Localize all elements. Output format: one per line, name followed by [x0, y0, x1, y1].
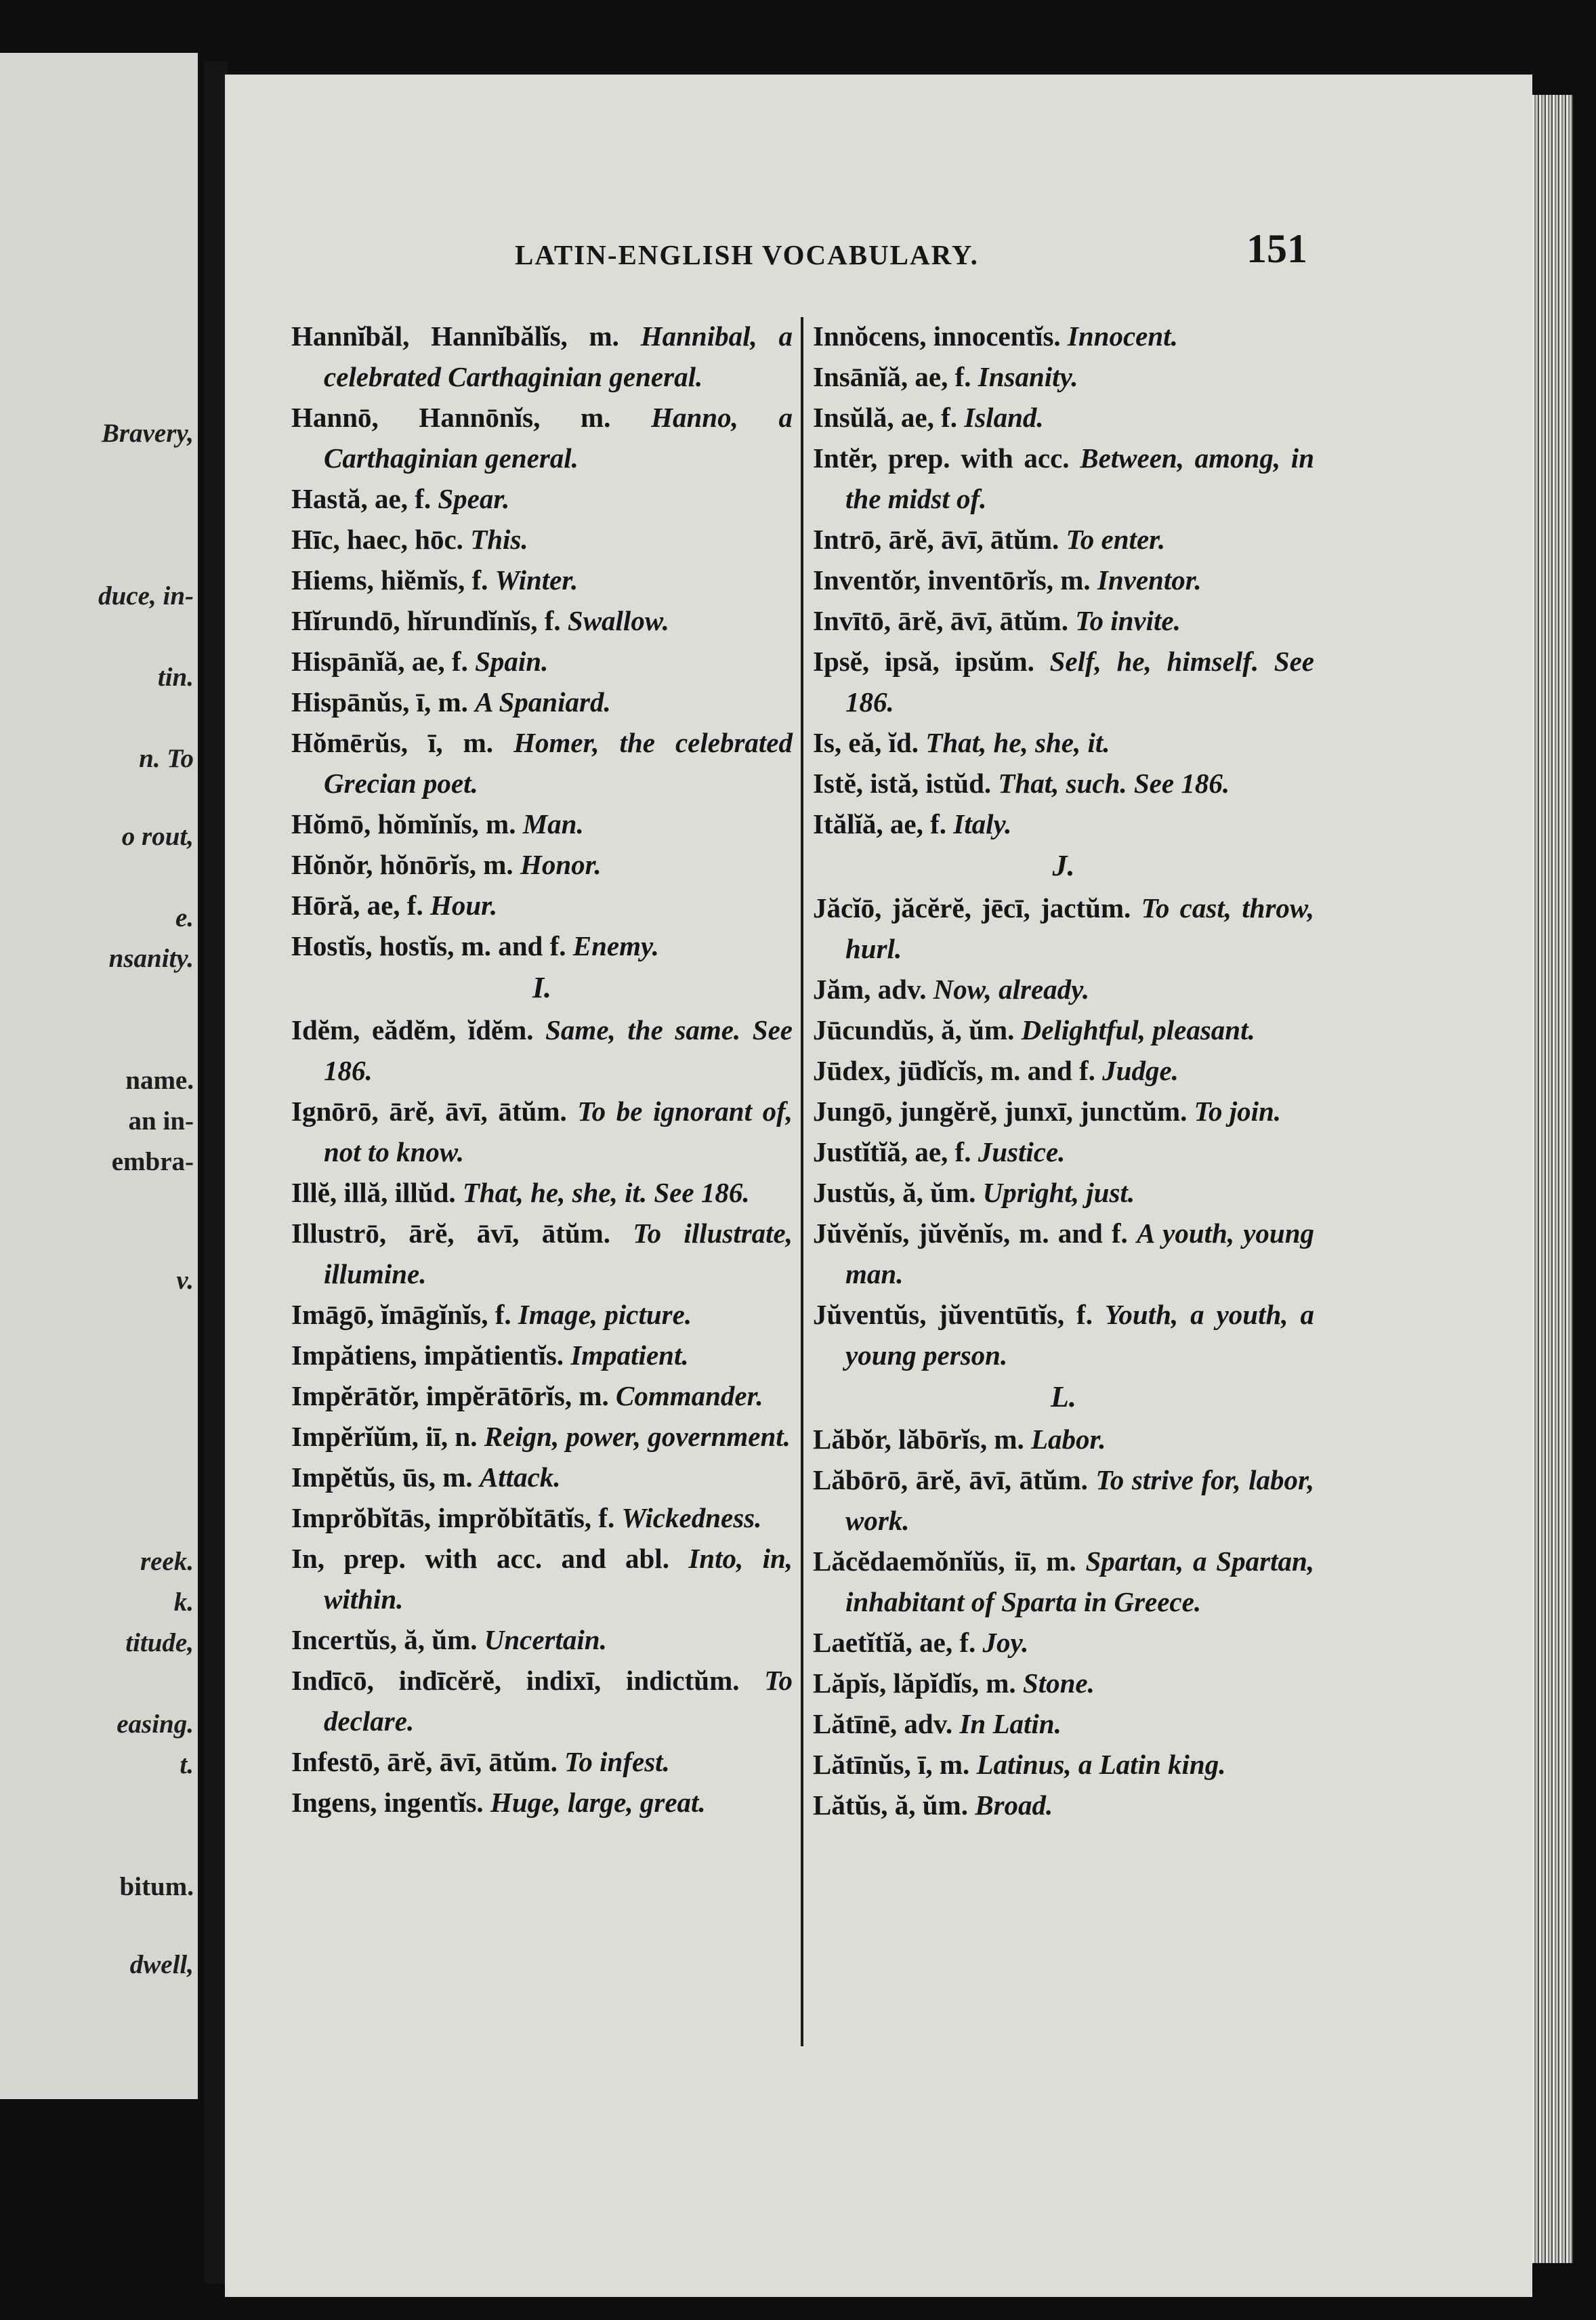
vocabulary-entry	[813, 763, 1314, 804]
left-page-fragment: n. To	[139, 744, 194, 773]
vocabulary-entry	[813, 641, 1314, 722]
entry-definition: To strive for, labor, work.	[845, 1464, 1314, 1536]
vocabulary-entry	[291, 1172, 793, 1213]
entry-definition: That, he, she, it. See 186.	[462, 1177, 750, 1208]
entry-definition: Homer, the celebrated Grecian poet.	[324, 727, 793, 799]
entry-definition: Between, among, in the midst of.	[845, 442, 1314, 514]
vocabulary-entry	[291, 885, 793, 926]
vocabulary-entry	[813, 519, 1314, 560]
running-header: LATIN-ENGLISH VOCABULARY.	[515, 239, 979, 270]
entry-headword: Innŏcens, innocentĭs.	[813, 320, 1061, 352]
entry-definition: Latinus, a Latin king.	[976, 1749, 1226, 1780]
entry-headword: Incertŭs, ă, ŭm.	[291, 1624, 478, 1655]
vocabulary-entry	[813, 1419, 1314, 1459]
entry-headword: Jăm, adv.	[813, 974, 927, 1005]
entry-definition: Justice.	[978, 1136, 1066, 1167]
left-page-fragment: dwell,	[129, 1950, 194, 1979]
entry-headword: Hastă, ae, f.	[291, 483, 432, 514]
vocabulary-entry	[813, 1459, 1314, 1541]
entry-definition: Attack.	[479, 1462, 561, 1493]
vocabulary-entry	[291, 804, 793, 844]
entry-definition: Spear.	[438, 483, 510, 514]
entry-headword: Hannō, Hannōnĭs, m.	[291, 402, 611, 433]
section-letter: L.	[1051, 1380, 1076, 1413]
vocabulary-entry	[813, 1622, 1314, 1663]
vocabulary-entry	[813, 438, 1314, 519]
entry-headword: Ipsĕ, ipsă, ipsŭm.	[813, 646, 1034, 677]
entry-definition: Now, already.	[933, 974, 1090, 1005]
left-page-fragment: v.	[176, 1266, 194, 1295]
entry-headword: Lăbōrō, ārĕ, āvī, ātŭm.	[813, 1464, 1088, 1495]
entry-headword: Insānĭă, ae, f.	[813, 361, 971, 392]
entry-headword: Hiems, hiĕmĭs, f.	[291, 564, 488, 596]
entry-definition: Innocent.	[1067, 320, 1178, 352]
entry-headword: Hŏnŏr, hŏnōrĭs, m.	[291, 849, 513, 880]
vocabulary-entry	[813, 1010, 1314, 1050]
entry-headword: Jăcĭō, jăcĕrĕ, jēcī, jactŭm.	[813, 892, 1131, 924]
vocabulary-entry	[813, 804, 1314, 844]
vocabulary-entry	[291, 1416, 793, 1457]
entry-definition: Huge, large, great.	[490, 1787, 706, 1818]
entry-headword: Hispānĭă, ae, f.	[291, 646, 468, 677]
entry-definition: To join.	[1194, 1096, 1282, 1127]
entry-headword: Impĕtŭs, ūs, m.	[291, 1462, 473, 1493]
entry-definition: Hour.	[429, 890, 498, 921]
vocabulary-entry	[813, 888, 1314, 969]
vocabulary-entry	[813, 1744, 1314, 1785]
entry-definition: To cast, throw, hurl.	[845, 892, 1314, 964]
entry-definition: Island.	[964, 402, 1044, 433]
entry-definition: To enter.	[1066, 524, 1166, 555]
entry-definition: Commander.	[616, 1380, 763, 1411]
entry-definition: A Spaniard.	[475, 686, 611, 718]
vocabulary-entry	[291, 926, 793, 966]
vocabulary-entry	[291, 1457, 793, 1497]
vocabulary-entry	[291, 1091, 793, 1172]
entry-definition: Image, picture.	[518, 1299, 692, 1330]
entry-definition: Wickedness.	[621, 1502, 762, 1533]
vocabulary-entry	[291, 560, 793, 600]
entry-headword: Hĭrundō, hĭrundĭnĭs, f.	[291, 605, 561, 636]
entry-definition: To infest.	[564, 1746, 670, 1777]
left-page-fragment: name.	[125, 1066, 194, 1095]
entry-definition: Uncertain.	[484, 1624, 607, 1655]
vocabulary-entry	[291, 316, 793, 397]
entry-headword: Impătiens, impătientĭs.	[291, 1340, 564, 1371]
vocabulary-column-right	[813, 316, 1314, 1825]
entry-definition: Self, he, himself. See 186.	[845, 646, 1315, 718]
entry-headword: Lătīnē, adv.	[813, 1708, 953, 1739]
entry-headword: Invītō, ārĕ, āvī, ātŭm.	[813, 605, 1068, 636]
entry-headword: Justĭtĭă, ae, f.	[813, 1136, 971, 1167]
entry-definition: Upright, just.	[982, 1177, 1135, 1208]
entry-definition: That, such. See 186.	[998, 768, 1230, 799]
vocabulary-entry	[813, 1703, 1314, 1744]
vocabulary-entry	[291, 1335, 793, 1375]
entry-headword: Lătīnŭs, ī, m.	[813, 1749, 970, 1780]
vocabulary-entry	[291, 1660, 793, 1741]
left-page-fragment: an in-	[128, 1106, 194, 1136]
left-page-fragment: reek.	[140, 1547, 194, 1576]
vocabulary-entry	[291, 682, 793, 722]
vocabulary-entry	[813, 356, 1314, 397]
entry-definition: Stone.	[1022, 1668, 1095, 1699]
left-page-fragment: k.	[173, 1588, 194, 1617]
book-gutter	[205, 61, 228, 2283]
entry-headword: Hostĭs, hostĭs, m. and f.	[291, 930, 566, 961]
column-divider	[801, 317, 803, 2046]
vocabulary-entry	[813, 1213, 1314, 1294]
entry-definition: Youth, a youth, a young person.	[845, 1299, 1314, 1371]
section-letter: J.	[1052, 849, 1075, 882]
vocabulary-entry	[813, 1785, 1314, 1825]
entry-definition: Spain.	[475, 646, 549, 677]
vocabulary-entry	[291, 1294, 793, 1335]
page-number: 151	[1246, 226, 1307, 271]
vocabulary-entry	[813, 397, 1314, 438]
entry-definition: Delightful, pleasant.	[1021, 1014, 1255, 1045]
entry-headword: Intrō, ārĕ, āvī, ātŭm.	[813, 524, 1059, 555]
entry-headword: Impĕrātŏr, impĕrātōrĭs, m.	[291, 1380, 609, 1411]
entry-headword: Ingens, ingentĭs.	[291, 1787, 484, 1818]
entry-headword: Jŭvĕnĭs, jŭvĕnĭs, m. and f.	[813, 1218, 1128, 1249]
entry-headword: Illĕ, illă, illŭd.	[291, 1177, 456, 1208]
entry-definition: To declare.	[324, 1665, 793, 1737]
entry-headword: Jūdex, jūdĭcĭs, m. and f.	[813, 1055, 1095, 1086]
entry-headword: Jūcundŭs, ă, ŭm.	[813, 1014, 1015, 1045]
entry-definition: Italy.	[953, 808, 1012, 840]
entry-definition: Man.	[522, 808, 584, 840]
vocabulary-entry	[813, 316, 1314, 356]
entry-definition: Into, in, within.	[324, 1543, 793, 1615]
entry-definition: To invite.	[1075, 605, 1181, 636]
entry-headword: In, prep. with acc. and abl.	[291, 1543, 669, 1574]
entry-definition: Insanity.	[978, 361, 1078, 392]
vocabulary-entry	[813, 722, 1314, 763]
entry-headword: Istĕ, istă, istŭd.	[813, 768, 992, 799]
vocabulary-entry	[813, 1091, 1314, 1132]
entry-definition: To illustrate, illumine.	[324, 1218, 793, 1289]
entry-definition: Swallow.	[567, 605, 669, 636]
entry-definition: Reign, power, government.	[484, 1421, 791, 1452]
vocabulary-entry	[291, 641, 793, 682]
vocabulary-entry	[291, 519, 793, 560]
entry-headword: Hŏmō, hŏmĭnĭs, m.	[291, 808, 516, 840]
vocabulary-entry	[291, 1538, 793, 1619]
left-page-fragment: nsanity.	[108, 944, 194, 973]
vocabulary-entry	[813, 1050, 1314, 1091]
entry-headword: Insŭlă, ae, f.	[813, 402, 958, 433]
vocabulary-entry	[813, 1294, 1314, 1375]
vocabulary-entry	[291, 1010, 793, 1091]
entry-definition: This.	[470, 524, 528, 555]
entry-definition: Joy.	[982, 1627, 1029, 1658]
entry-definition: Hannibal, a celebrated Carthaginian general.	[324, 320, 793, 392]
vocabulary-entry	[291, 1619, 793, 1660]
entry-definition: Judge.	[1102, 1055, 1179, 1086]
entry-headword: Hŏmērŭs, ī, m.	[291, 727, 494, 758]
entry-headword: Lăcĕdaemŏnĭŭs, iī, m.	[813, 1546, 1076, 1577]
entry-definition: Spartan, a Spartan, inhabitant of Sparta in Greece.	[845, 1546, 1314, 1617]
vocabulary-entry	[291, 478, 793, 519]
entry-headword: Indīcō, indīcĕrĕ, indixī, indictŭm.	[291, 1665, 740, 1696]
vocabulary-entry	[813, 1172, 1314, 1213]
entry-definition: Hanno, a Carthaginian general.	[324, 402, 793, 474]
entry-headword: Is, eă, ĭd.	[813, 727, 919, 758]
entry-headword: Intĕr, prep. with acc.	[813, 442, 1070, 474]
vocabulary-entry	[813, 1132, 1314, 1172]
entry-headword: Jŭventŭs, jŭventūtĭs, f.	[813, 1299, 1093, 1330]
entry-headword: Hannĭbăl, Hannĭbălĭs, m.	[291, 320, 619, 352]
entry-headword: Hīc, haec, hōc.	[291, 524, 463, 555]
entry-headword: Illustrō, ārĕ, āvī, ātŭm.	[291, 1218, 611, 1249]
section-letter: I.	[532, 971, 552, 1004]
left-page-fragment: o rout,	[121, 822, 194, 851]
entry-headword: Justŭs, ă, ŭm.	[813, 1177, 976, 1208]
vocabulary-entry	[291, 1741, 793, 1782]
vocabulary-entry	[291, 1497, 793, 1538]
entry-headword: Jungō, jungĕrĕ, junxī, junctŭm.	[813, 1096, 1188, 1127]
entry-headword: Lăpĭs, lăpĭdĭs, m.	[813, 1668, 1016, 1699]
entry-headword: Inventŏr, inventōrĭs, m.	[813, 564, 1091, 596]
entry-definition: Impatient.	[570, 1340, 689, 1371]
vocabulary-entry	[813, 969, 1314, 1010]
vocabulary-entry	[291, 844, 793, 885]
left-page-fragment: e.	[175, 903, 194, 932]
page-edge-stack	[1532, 95, 1573, 2263]
entry-definition: Broad.	[975, 1789, 1053, 1821]
vocabulary-entry	[291, 1375, 793, 1416]
entry-definition: Inventor.	[1097, 564, 1202, 596]
entry-headword: Itălĭă, ae, f.	[813, 808, 946, 840]
vocabulary-entry	[291, 397, 793, 478]
entry-headword: Lăbŏr, lăbōrĭs, m.	[813, 1424, 1024, 1455]
entry-definition: To be ignorant of, not to know.	[324, 1096, 793, 1167]
vocabulary-column-left	[291, 316, 793, 1823]
entry-definition: Honor.	[520, 849, 602, 880]
left-page-fragment: embra-	[111, 1147, 194, 1176]
left-page-fragment: bitum.	[119, 1872, 194, 1901]
entry-headword: Hispānŭs, ī, m.	[291, 686, 468, 718]
vocabulary-entry	[291, 1782, 793, 1823]
left-page-fragment: easing.	[117, 1710, 194, 1739]
entry-headword: Ignōrō, ārĕ, āvī, ātŭm.	[291, 1096, 567, 1127]
entry-definition: In Latin.	[959, 1708, 1062, 1739]
left-page-fragment: Bravery,	[101, 419, 194, 448]
entry-definition: That, he, she, it.	[925, 727, 1110, 758]
entry-definition: Winter.	[495, 564, 579, 596]
vocabulary-entry	[291, 600, 793, 641]
entry-headword: Lătŭs, ă, ŭm.	[813, 1789, 968, 1821]
entry-headword: Idĕm, eădĕm, ĭdĕm.	[291, 1014, 534, 1045]
entry-definition: A youth, young man.	[845, 1218, 1314, 1289]
entry-headword: Imāgō, ĭmāgĭnĭs, f.	[291, 1299, 511, 1330]
entry-definition: Same, the same. See 186.	[324, 1014, 793, 1086]
entry-headword: Hōră, ae, f.	[291, 890, 423, 921]
vocabulary-entry	[813, 1541, 1314, 1622]
left-page-fragment: duce, in-	[98, 581, 194, 610]
entry-definition: Labor.	[1030, 1424, 1106, 1455]
vocabulary-entry	[813, 1663, 1314, 1703]
vocabulary-entry	[813, 560, 1314, 600]
entry-headword: Imprŏbĭtās, imprŏbĭtātĭs, f.	[291, 1502, 615, 1533]
vocabulary-entry	[291, 1213, 793, 1294]
entry-headword: Laetĭtĭă, ae, f.	[813, 1627, 976, 1658]
entry-headword: Impĕrĭŭm, iī, n.	[291, 1421, 478, 1452]
left-page-fragment: t.	[180, 1750, 194, 1779]
vocabulary-entry	[291, 722, 793, 804]
vocabulary-entry	[813, 600, 1314, 641]
left-page-fragment: tin.	[157, 663, 194, 692]
entry-headword: Infestō, ārĕ, āvī, ātŭm.	[291, 1746, 558, 1777]
left-page-fragment: titude,	[125, 1628, 194, 1657]
entry-definition: Enemy.	[572, 930, 659, 961]
